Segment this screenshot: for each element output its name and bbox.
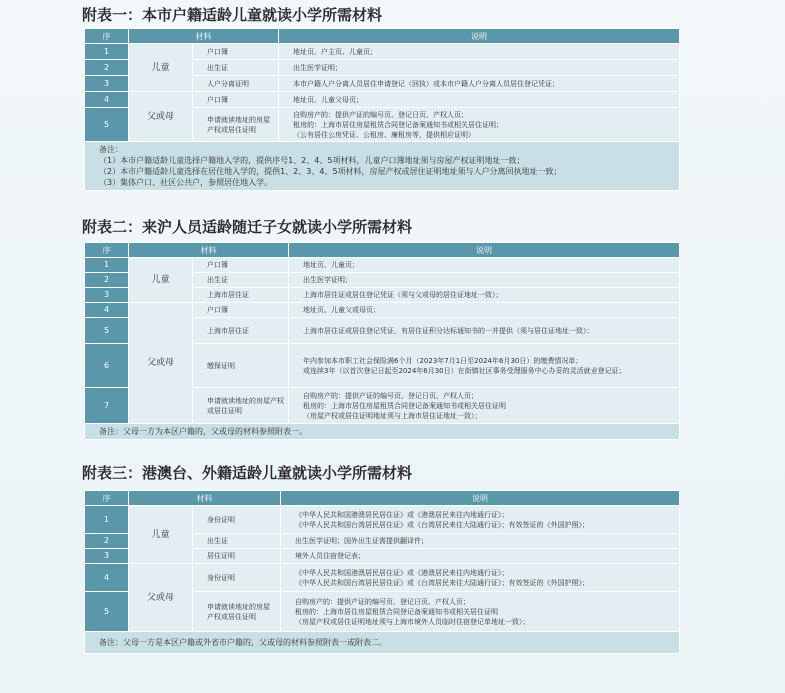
row-seq: 3	[85, 288, 129, 303]
row-category: 父或母	[129, 564, 193, 632]
table-row	[85, 258, 680, 273]
desc-line: 自购房产的：提供产证的编号页、登记日页、产权人页；	[303, 391, 478, 400]
row-description	[279, 60, 680, 76]
row-category: 儿童	[129, 258, 193, 303]
row-seq: 3	[85, 76, 129, 92]
desc-line: 出生医学证明；国外出生证需提供翻译件；	[295, 537, 428, 545]
note-line: 备注：父母一方为本区户籍的，父或母的材料参照附表一。	[99, 427, 307, 436]
row-category: 父或母	[129, 303, 193, 424]
row-material: 缴保证明	[193, 344, 289, 388]
row-seq: 5	[85, 318, 129, 344]
note-line: 备注：	[99, 145, 123, 154]
row-description	[289, 288, 680, 303]
desc-line: 出生医学证明；	[303, 276, 352, 284]
table2-notes	[85, 424, 680, 440]
row-seq: 5	[85, 592, 129, 632]
desc-line: 或连续3年（以首次登记日起至2024年6月30日）在街镇社区事务受理服务中心办妥的灵活就业登记证；	[303, 366, 626, 375]
row-description	[281, 549, 680, 564]
row-material: 身份证明	[193, 564, 281, 592]
row-seq: 2	[85, 534, 129, 549]
row-seq: 7	[85, 388, 129, 424]
row-material: 人户分离证明	[193, 76, 279, 92]
table2-header-row	[85, 243, 680, 258]
row-material: 户口簿	[193, 44, 279, 60]
row-material: 出生证	[193, 273, 289, 288]
row-seq: 5	[85, 108, 129, 142]
table3	[84, 490, 680, 654]
desc-line: 租房的：上海市居住房屋租赁合同登记备案通知书或相关居住证明	[303, 401, 506, 410]
desc-line: 出生医学证明；	[293, 63, 342, 72]
row-description	[289, 318, 680, 344]
row-description	[281, 564, 680, 592]
table3-notes-row	[85, 632, 680, 654]
row-description	[279, 108, 680, 142]
desc-line: 上海市居住证或居住登记凭证，有居住证积分达标通知书的一并提供（须与居住证地址一致）；	[303, 326, 594, 335]
note-line: 备注：父母一方是本区户籍或外省市户籍的，父或母的材料参照附表一或附表二。	[99, 638, 387, 647]
row-description	[289, 344, 680, 388]
table-row	[85, 303, 680, 318]
header-seq: 序	[85, 29, 129, 44]
header-material: 材料	[129, 243, 289, 258]
row-description	[281, 592, 680, 632]
desc-line: 租房的：上海市居住房屋租赁合同登记备案通知书或相关居住证明	[295, 607, 498, 616]
desc-line: 地址页、儿童父母页；	[293, 95, 363, 104]
row-material: 户口簿	[193, 303, 289, 318]
table2-notes-row	[85, 424, 680, 440]
table1	[84, 28, 680, 191]
row-material: 申请就读地址的房屋产权或居住证明	[193, 592, 281, 632]
desc-line: 《中华人民共和国台湾居民居住证》或《台湾居民来往大陆通行证》；有效签证的《外国护照》；	[295, 578, 589, 587]
row-description	[279, 76, 680, 92]
desc-line: 自购房产的：提供产证的编号页、登记日页、产权人页；	[293, 110, 468, 119]
desc-line: （房屋产权或居住证明地址须与上海市居住证地址一致）；	[303, 411, 482, 420]
row-material: 申请就读地址的房屋产权或居住证明	[193, 108, 279, 142]
row-seq: 2	[85, 60, 129, 76]
desc-line: 租房的：上海市居住房屋租赁合同登记备案通知书或相关居住证明；	[293, 120, 503, 129]
desc-line: 本市户籍人户分离人员居住申请登记（回执）或本市户籍人户分离人员居住登记凭证；	[293, 79, 559, 88]
row-material: 上海市居住证	[193, 288, 289, 303]
row-description	[289, 273, 680, 288]
header-material: 材料	[129, 491, 281, 506]
row-description	[289, 258, 680, 273]
row-category: 儿童	[129, 44, 193, 92]
row-seq: 4	[85, 92, 129, 108]
note-line: （2）本市户籍适龄儿童选择在居住地入学的，提供1、2、3、4、5项材料，房屋产权或居住证明地址须与人户分离回执地址一致；	[99, 167, 562, 176]
row-description	[279, 92, 680, 108]
header-description: 说明	[279, 29, 680, 44]
table1-notes	[85, 142, 680, 191]
row-description	[289, 303, 680, 318]
desc-line: 《中华人民共和国港澳居民居住证》或《港澳居民来往内地通行证》；	[295, 568, 509, 577]
row-seq: 3	[85, 549, 129, 564]
row-seq: 1	[85, 506, 129, 534]
row-material: 出生证	[193, 534, 281, 549]
row-seq: 6	[85, 344, 129, 388]
header-description: 说明	[281, 491, 680, 506]
row-seq: 4	[85, 303, 129, 318]
desc-line: 年内参加本市职工社会保险满6个月（2023年7月1日至2024年6月30日）的缴费情况单；	[303, 356, 583, 365]
table2-title: 附表二：来沪人员适龄随迁子女就读小学所需材料	[82, 218, 413, 236]
desc-line: （房屋产权或居住证明地址须与上海市境外人员临时住宿登记单地址一致）；	[295, 617, 530, 626]
row-description	[279, 44, 680, 60]
row-material: 身份证明	[193, 506, 281, 534]
note-line: （1）本市户籍适龄儿童选择户籍地入学的，提供序号1、2、4、5项材料，儿童户口簿地址须与房屋产权证明地址一致；	[99, 156, 525, 165]
table3-title: 附表三：港澳台、外籍适龄儿童就读小学所需材料	[82, 464, 413, 482]
row-seq: 2	[85, 273, 129, 288]
row-seq: 1	[85, 258, 129, 273]
header-description: 说明	[289, 243, 680, 258]
row-category: 儿童	[129, 506, 193, 564]
table-row	[85, 44, 680, 60]
note-line: （3）集体户口、社区公共户，参照居住地入学。	[99, 178, 273, 187]
row-material: 户口簿	[193, 92, 279, 108]
desc-line: 《中华人民共和国台湾居民居住证》或《台湾居民来往大陆通行证》；有效签证的《外国护照》；	[295, 520, 589, 529]
table-row	[85, 506, 680, 534]
row-description	[281, 534, 680, 549]
row-material: 上海市居住证	[193, 318, 289, 344]
row-description	[289, 388, 680, 424]
header-seq: 序	[85, 243, 129, 258]
table3-notes	[85, 632, 680, 654]
table1-header-row	[85, 29, 680, 44]
row-seq: 1	[85, 44, 129, 60]
header-material: 材料	[129, 29, 279, 44]
row-material: 户口簿	[193, 258, 289, 273]
table1-notes-row	[85, 142, 680, 191]
desc-line: 地址页、儿童父或母页；	[303, 306, 380, 314]
desc-line: 地址页、儿童页；	[303, 261, 359, 269]
desc-line: 《中华人民共和国港澳居民居住证》或《港澳居民来往内地通行证》；	[295, 510, 509, 519]
table2	[84, 242, 680, 440]
table1-title: 附表一：本市户籍适龄儿童就读小学所需材料	[82, 6, 383, 24]
table-row	[85, 92, 680, 108]
desc-line: 上海市居住证或居住登记凭证（须与父或母的居住证地址一致）；	[303, 291, 503, 299]
desc-line: 自购房产的：提供产证的编号页、登记日页、产权人页；	[295, 597, 470, 606]
desc-line: （公有居住公房凭证、公租房、廉租房等，提供相应证明）	[293, 130, 475, 139]
row-seq: 4	[85, 564, 129, 592]
desc-line: 地址页、户主页、儿童页；	[293, 47, 377, 56]
table3-header-row	[85, 491, 680, 506]
desc-line: 境外人员住宿登记表；	[295, 552, 365, 560]
header-seq: 序	[85, 491, 129, 506]
row-material: 居住证明	[193, 549, 281, 564]
row-category: 父或母	[129, 92, 193, 142]
table-row	[85, 564, 680, 592]
row-material: 申请就读地址的房屋产权或居住证明	[193, 388, 289, 424]
row-material: 出生证	[193, 60, 279, 76]
row-description	[281, 506, 680, 534]
